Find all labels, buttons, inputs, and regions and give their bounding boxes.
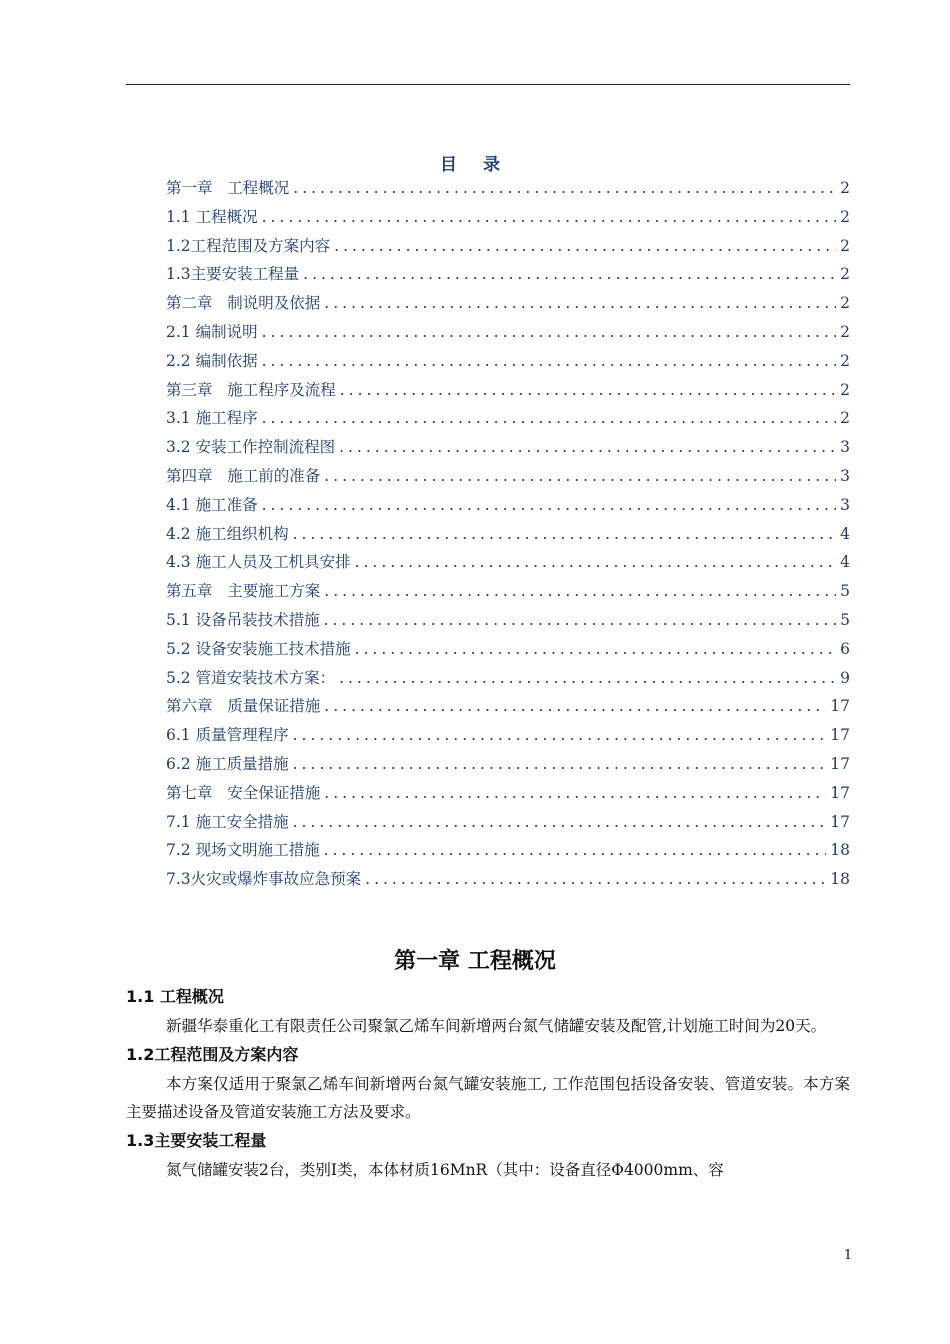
- toc-entry-page: 3: [840, 438, 850, 457]
- toc-leader-dots: [324, 606, 836, 635]
- toc-entry-text: 6.1 质量管理程序: [166, 726, 289, 745]
- toc-entry-page: 5: [840, 610, 850, 629]
- toc-entry[interactable]: [166, 577, 850, 606]
- section-paragraph: 本方案仅适用于聚氯乙烯车间新增两台氮气罐安装施工, 工作范围包括设备安装、管道安装。本方案主要描述设备及管道安装施工方法及要求。: [126, 1075, 850, 1121]
- toc-entry[interactable]: [166, 635, 850, 664]
- toc-entry[interactable]: [166, 721, 850, 750]
- toc-entry-text: 第四章 施工前的准备: [166, 466, 321, 485]
- toc-entry-text: 1.3主要安装工程量: [166, 265, 300, 284]
- toc-leader-dots: [355, 635, 836, 664]
- toc-entry[interactable]: [166, 462, 850, 491]
- toc-leader-dots: [324, 692, 826, 721]
- toc-entry-page: 2: [840, 351, 850, 370]
- toc-entry-page: 17: [830, 726, 850, 745]
- toc-entry-page: 9: [840, 668, 850, 687]
- toc-leader-dots: [303, 260, 836, 289]
- toc-entry[interactable]: [166, 347, 850, 376]
- toc-entry-text: 2.2 编制依据: [166, 351, 258, 370]
- toc-entry[interactable]: [166, 606, 850, 635]
- section-heading: 1.3主要安装工程量: [126, 1131, 267, 1150]
- toc-entry[interactable]: [166, 232, 850, 261]
- toc-entry-text: 5.2 设备安装施工技术措施: [166, 639, 351, 658]
- toc-leader-dots: [324, 836, 827, 865]
- toc-leader-dots: [340, 376, 836, 405]
- toc-entry-page: 4: [840, 524, 850, 543]
- chapter-body: [126, 982, 850, 1184]
- toc-entry-text: 4.2 施工组织机构: [166, 524, 289, 543]
- toc-entry[interactable]: [166, 318, 850, 347]
- toc-entry-page: 6: [840, 639, 850, 658]
- toc-entry-page: 2: [840, 207, 850, 226]
- toc-entry-page: 2: [840, 380, 850, 399]
- toc-entry-text: 1.1 工程概况: [166, 207, 258, 226]
- toc-entry-text: 6.2 施工质量措施: [166, 754, 289, 773]
- toc-entry-page: 17: [830, 697, 850, 716]
- toc-leader-dots: [293, 750, 827, 779]
- toc-entry[interactable]: [166, 491, 850, 520]
- toc-entry-text: 第五章 主要施工方案: [166, 582, 321, 601]
- toc-entry[interactable]: [166, 692, 850, 721]
- toc-leader-dots: [293, 808, 827, 837]
- toc-entry-page: 2: [840, 265, 850, 284]
- toc-entry-page: 17: [830, 754, 850, 773]
- toc-leader-dots: [262, 491, 836, 520]
- toc-leader-dots: [293, 721, 827, 750]
- toc-entry-page: 2: [840, 236, 850, 255]
- toc-leader-dots: [262, 318, 836, 347]
- toc-entry[interactable]: [166, 520, 850, 549]
- toc-entry-text: 7.3火灾或爆炸事故应急预案: [166, 870, 362, 889]
- toc-entry[interactable]: [166, 836, 850, 865]
- toc-entry-text: 第二章 制说明及依据: [166, 294, 321, 313]
- toc-entry-text: 第六章 质量保证措施: [166, 697, 321, 716]
- toc-entry[interactable]: [166, 808, 850, 837]
- toc-entry-text: 3.2 安装工作控制流程图: [166, 438, 336, 457]
- toc-entry-text: 7.2 现场文明施工措施: [166, 841, 320, 860]
- toc-entry-text: 第三章 施工程序及流程: [166, 380, 336, 399]
- toc-entry[interactable]: [166, 289, 850, 318]
- toc-entry-text: 第七章 安全保证措施: [166, 783, 321, 802]
- toc-title: 目 录: [440, 155, 510, 175]
- toc-leader-dots: [355, 548, 836, 577]
- toc-entry-page: 4: [840, 553, 850, 572]
- section-heading: 1.1 工程概况: [126, 987, 224, 1006]
- toc-entry-page: 3: [840, 495, 850, 514]
- toc-entry[interactable]: [166, 779, 850, 808]
- toc-entry[interactable]: [166, 203, 850, 232]
- toc-leader-dots: [324, 289, 836, 318]
- toc-leader-dots: [262, 404, 836, 433]
- toc-entry-page: 2: [840, 322, 850, 341]
- chapter-title: 第一章 工程概况: [394, 949, 556, 974]
- toc-entry-page: 2: [840, 179, 850, 197]
- toc-entry[interactable]: [166, 548, 850, 577]
- toc-leader-dots: [324, 779, 826, 808]
- toc-entry-text: 7.1 施工安全措施: [166, 812, 289, 831]
- table-of-contents: [166, 174, 850, 894]
- toc-entry[interactable]: [166, 376, 850, 405]
- toc-entry[interactable]: [166, 664, 850, 693]
- toc-entry[interactable]: [166, 750, 850, 779]
- toc-entry[interactable]: [166, 865, 850, 894]
- toc-leader-dots: [324, 462, 836, 491]
- section-paragraph: 氮气储罐安装2台，类别Ⅰ类，本体材质16MnR（其中：设备直径Φ4000mm、容: [166, 1161, 724, 1179]
- toc-leader-dots: [324, 577, 836, 606]
- toc-entry-text: 第一章 工程概况: [166, 179, 290, 197]
- toc-leader-dots: [262, 347, 836, 376]
- toc-entry-page: 2: [840, 409, 850, 428]
- toc-entry[interactable]: [166, 260, 850, 289]
- section-heading: 1.2工程范围及方案内容: [126, 1045, 299, 1064]
- toc-entry-page: 18: [830, 841, 850, 860]
- toc-entry-page: 18: [830, 870, 850, 889]
- toc-entry-text: 3.1 施工程序: [166, 409, 258, 428]
- toc-entry[interactable]: [166, 404, 850, 433]
- toc-entry-page: 17: [830, 783, 850, 802]
- toc-entry-text: 5.1 设备吊装技术措施: [166, 610, 320, 629]
- toc-entry-text: 5.2 管道安装技术方案：: [166, 668, 336, 687]
- toc-leader-dots: [334, 232, 836, 261]
- toc-leader-dots: [293, 174, 836, 203]
- toc-entry-page: 2: [840, 294, 850, 313]
- toc-leader-dots: [339, 433, 836, 462]
- toc-entry-page: 17: [830, 812, 850, 831]
- header-rule: [126, 84, 850, 85]
- toc-entry-page: 5: [840, 582, 850, 601]
- section-paragraph: 新疆华泰重化工有限责任公司聚氯乙烯车间新增两台氮气储罐安装及配管,计划施工时间为20天。: [166, 1017, 827, 1035]
- toc-leader-dots: [262, 203, 836, 232]
- toc-leader-dots: [339, 664, 836, 693]
- toc-entry[interactable]: [166, 174, 850, 203]
- toc-entry-text: 4.1 施工准备: [166, 495, 258, 514]
- toc-entry-text: 4.3 施工人员及工机具安排: [166, 553, 351, 572]
- toc-entry[interactable]: [166, 433, 850, 462]
- toc-entry-text: 2.1 编制说明: [166, 322, 258, 341]
- toc-entry-page: 3: [840, 466, 850, 485]
- page-number: 1: [843, 1248, 853, 1263]
- toc-entry-text: 1.2工程范围及方案内容: [166, 236, 331, 255]
- toc-leader-dots: [293, 520, 836, 549]
- toc-leader-dots: [365, 865, 826, 894]
